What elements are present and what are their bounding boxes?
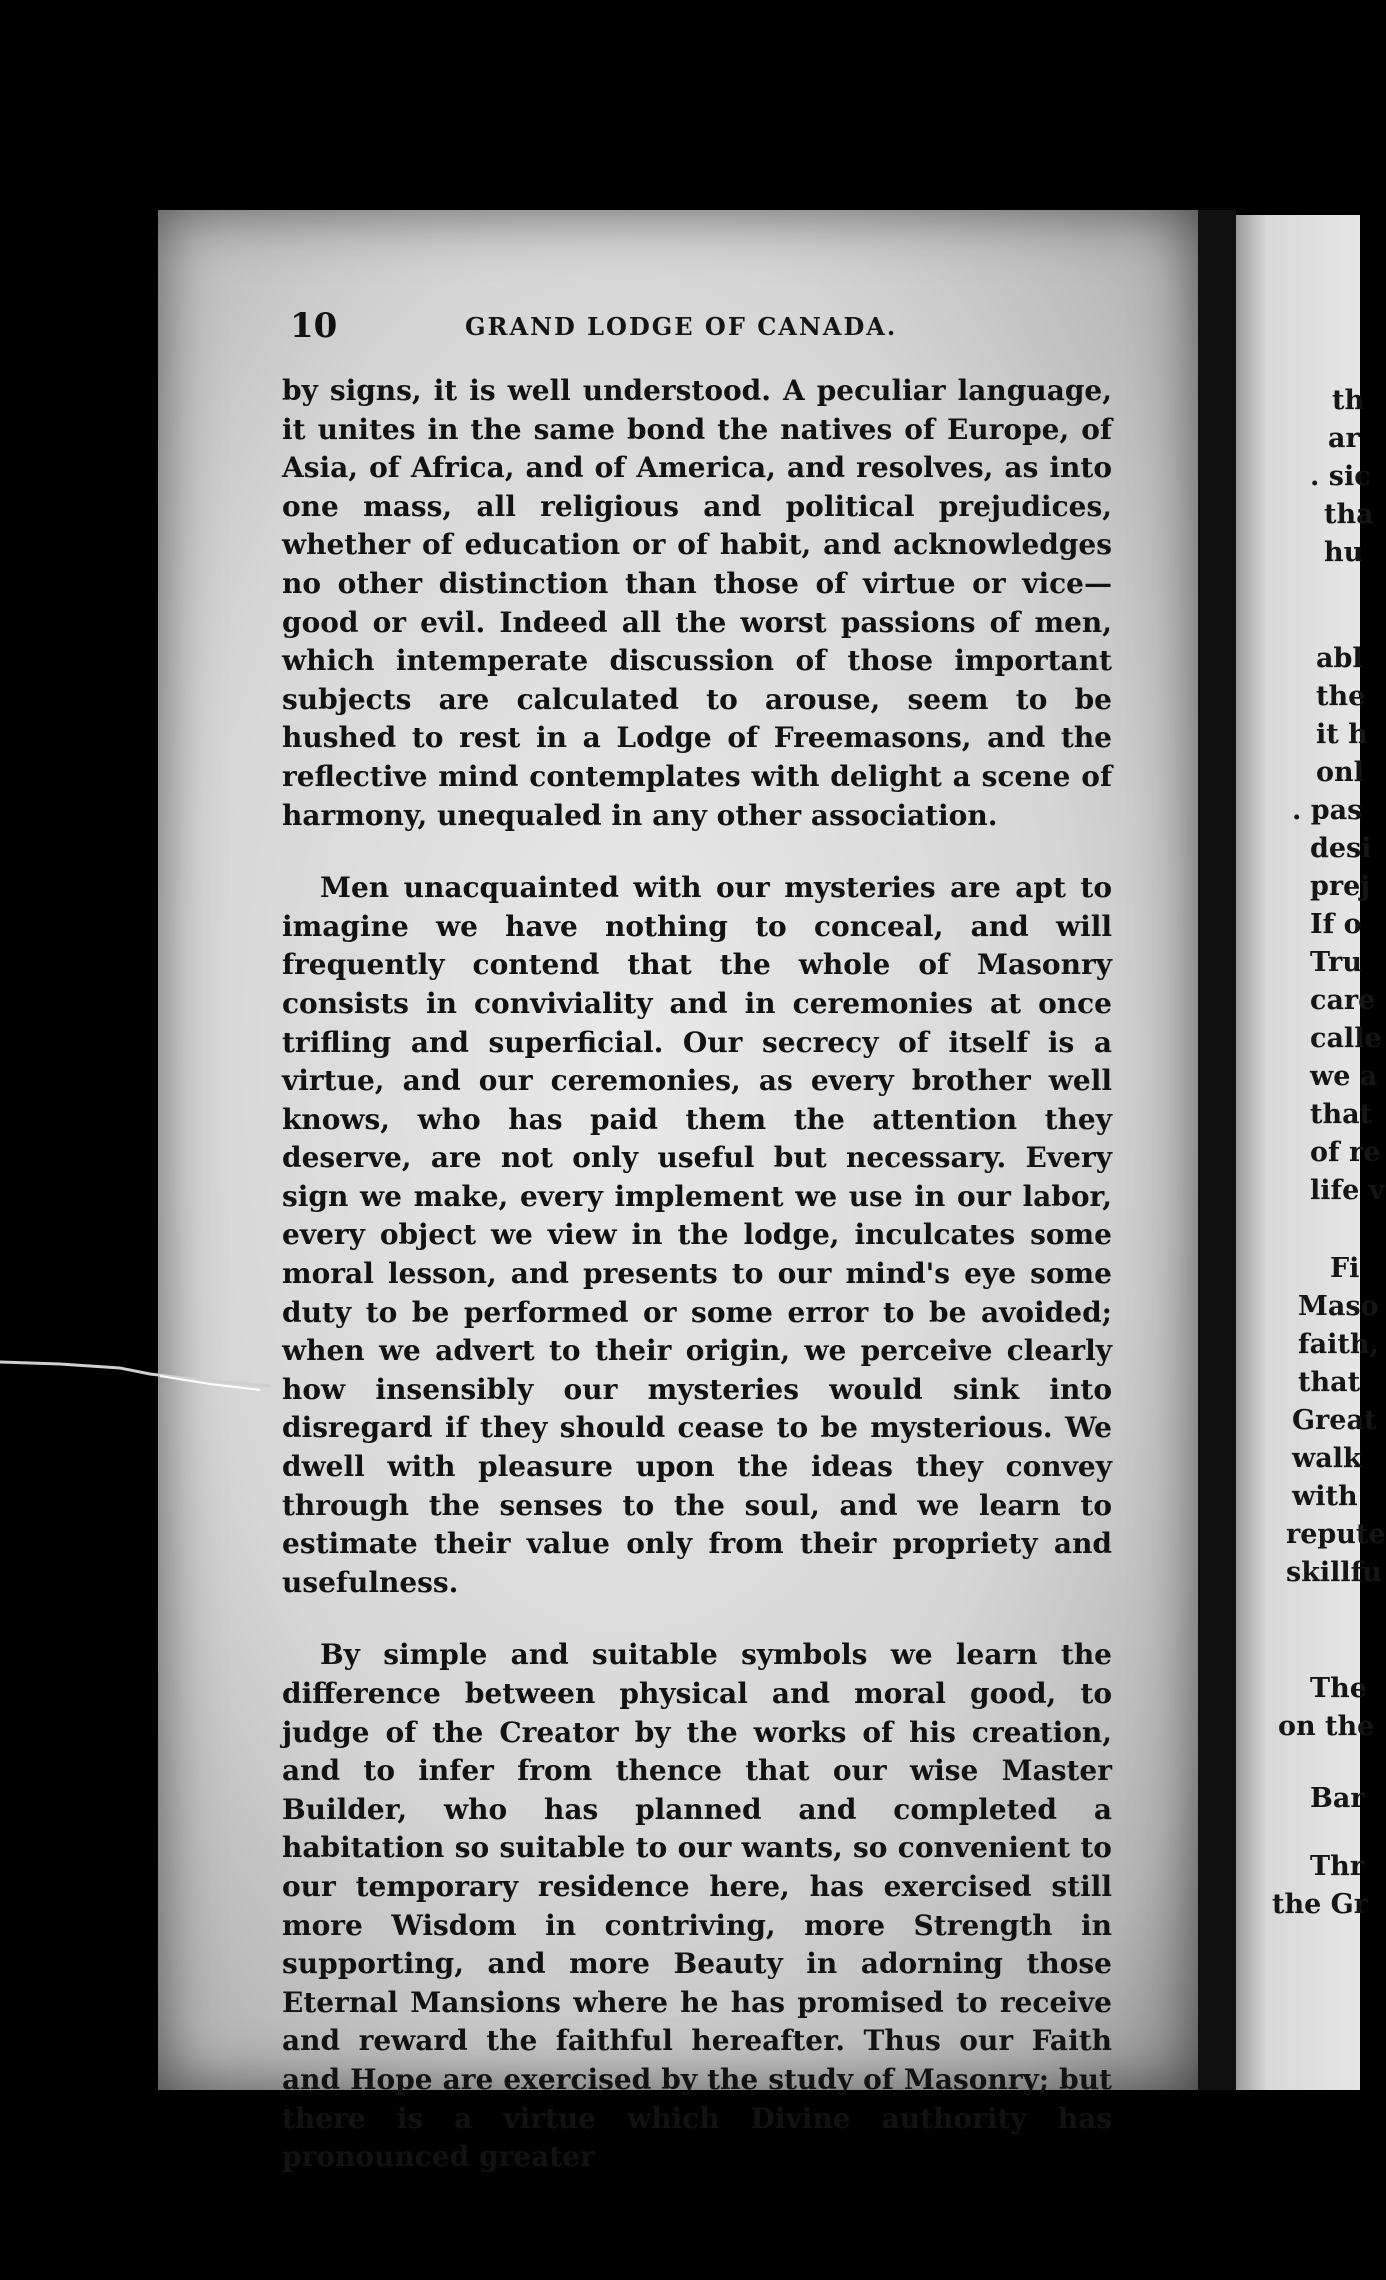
- facing-fragment: care: [1310, 985, 1376, 1016]
- facing-fragment: Tru: [1310, 947, 1362, 978]
- facing-fragment: Bar: [1310, 1783, 1365, 1814]
- facing-fragment: Thr: [1310, 1851, 1364, 1882]
- paragraph-3: By simple and suitable symbols we learn the difference between physical and moral good, to judge of the Creator by the works of his creation, and to infer from thence that our wise Master Builder, who has planned and completed a habitation so suitable to our wants, so convenient to our temporary residence here, has exercised still more Wisdom in contriving, more Strength in supporting, and more Beauty in adorning those Eternal Mansions where he has promised to receive and reward the faithful hereafter. Thus our Faith and Hope are exercised by the study of Masonry; but there is a virtue which Divine authority has pronounced greater: [282, 1638, 1112, 2174]
- body-text: [282, 372, 1112, 2177]
- facing-fragment: on the: [1278, 1711, 1375, 1742]
- facing-fragment: Fi: [1330, 1253, 1360, 1284]
- facing-fragment: the: [1316, 681, 1366, 712]
- facing-fragment: that: [1310, 1099, 1373, 1130]
- facing-fragment: that: [1298, 1367, 1361, 1398]
- facing-fragment: walk: [1292, 1443, 1362, 1474]
- page-header: [290, 306, 1120, 350]
- facing-fragment: desi: [1310, 833, 1372, 864]
- facing-fragment: abl: [1316, 643, 1363, 674]
- facing-fragment: . pas: [1292, 795, 1363, 826]
- facing-fragment: of re: [1310, 1137, 1381, 1168]
- facing-fragment: tha: [1324, 499, 1374, 530]
- running-head: GRAND LODGE OF CANADA.: [465, 312, 898, 341]
- facing-fragment: faith,: [1298, 1329, 1379, 1360]
- facing-fragment: it h: [1316, 719, 1368, 750]
- facing-fragment: The: [1310, 1673, 1367, 1704]
- facing-fragment: prej: [1310, 871, 1371, 902]
- facing-fragment: If o: [1310, 909, 1362, 940]
- facing-fragment: life v: [1310, 1175, 1385, 1206]
- paper-tear-mark: [0, 1360, 270, 1400]
- paragraph-2: Men unacquainted with our mysteries are apt to imagine we have nothing to conceal, and will frequently contend that the whole of Masonry consists in conviviality and in ceremonies at once trifling and superficial. Our secrecy of itself is a virtue, and our ceremonies, as every brother well knows, who has paid them the attention they deserve, are not only useful but necessary. Every sign we make, every implement we use in our labor, every object we view in the lodge, inculcates some moral lesson, and presents to our mind's eye some duty to be performed or some error to be avoided; when we advert to their origin, we perceive clearly how insensibly our mysteries would sink into disregard if they should cease to be mysterious. We dwell with pleasure upon the ideas they convey through the senses to the soul, and we learn to estimate their value only from their propriety and usefulness.: [282, 871, 1112, 1599]
- facing-fragment: repute: [1286, 1519, 1386, 1550]
- facing-fragment: calle: [1310, 1023, 1382, 1054]
- page-gutter: [1198, 210, 1236, 2090]
- page-number: 10: [290, 306, 338, 346]
- facing-fragment: onl: [1316, 757, 1364, 788]
- facing-fragment: with: [1292, 1481, 1358, 1512]
- facing-fragment: th: [1332, 385, 1365, 416]
- facing-fragment: Maso: [1298, 1291, 1379, 1322]
- facing-fragment: skillfu: [1286, 1557, 1382, 1588]
- facing-fragment: we a: [1310, 1061, 1378, 1092]
- facing-fragment: the Gr: [1272, 1889, 1368, 1920]
- paragraph-1: by signs, it is well understood. A peculiar language, it unites in the same bond the natives of Europe, of Asia, of Africa, and of America, and resolves, as into one mass, all religious and political prejudices, whether of education or of habit, and acknowledges no other distinction than those of virtue or vice—good or evil. Indeed all the worst passions of men, which intemperate discussion of those important subjects are calculated to arouse, seem to be hushed to rest in a Lodge of Freemasons, and the reflective mind contemplates with delight a scene of harmony, unequaled in any other association.: [282, 374, 1112, 832]
- facing-fragment: Great: [1292, 1405, 1377, 1436]
- facing-fragment: hu: [1324, 537, 1364, 568]
- facing-fragment: ar: [1328, 423, 1360, 454]
- facing-fragment: . sic: [1310, 461, 1371, 492]
